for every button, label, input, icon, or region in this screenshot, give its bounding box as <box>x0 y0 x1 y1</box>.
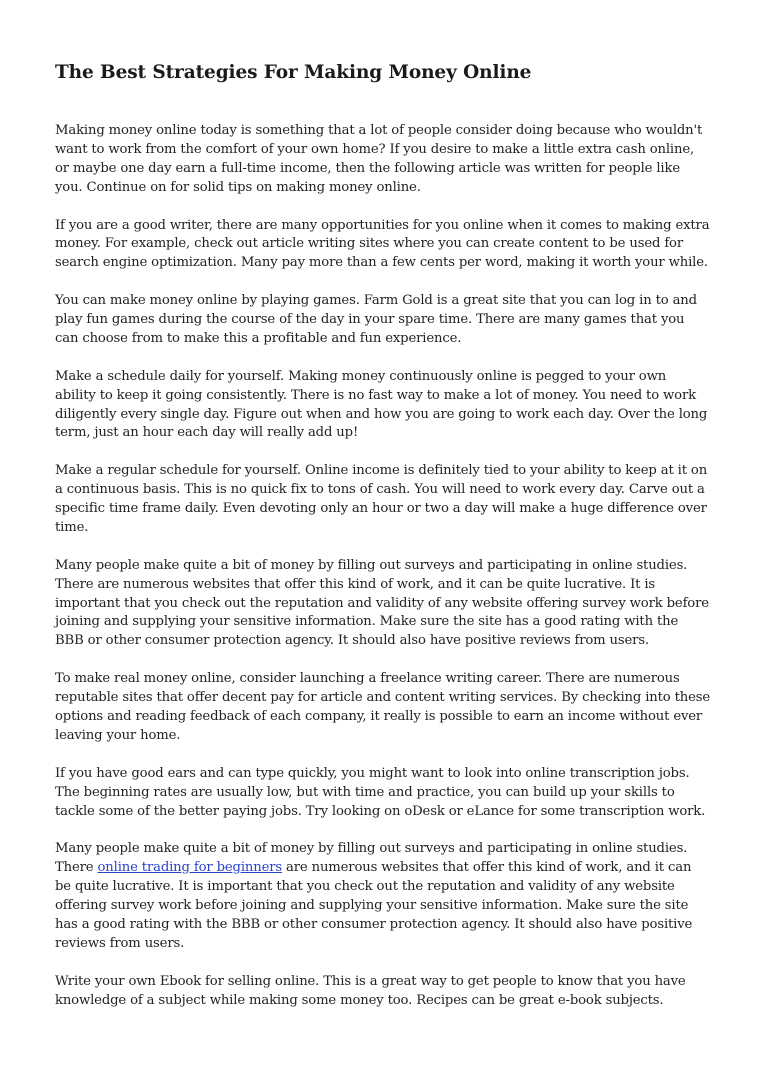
link-paragraph-after: are numerous websites that offer this kind of work, and it can be quite lucrative. It is important that you check out the reputation and validity of any website offering survey work before joining and supplying your sensitive information. Make sure the site has a good rating with the BBB or other consumer protection agency. It should also have positive reviews from users. <box>55 860 693 951</box>
online-trading-link[interactable]: online trading for beginners <box>97 860 282 876</box>
paragraph-regular-schedule: Make a regular schedule for yourself. Online income is definitely tied to your ability to keep at it on a continuous basis. This is no quick fix to tons of cash. You will need to work every day. Carve out a specific time frame daily. Even devoting only an hour or two a day will make a huge difference over time. <box>55 463 708 535</box>
paragraph-freelance: To make real money online, consider launching a freelance writing career. There are numerous reputable sites that offer decent pay for article and content writing services. By checking into these options and reading feedback of each company, it really is possible to earn an income without ever leaving your home. <box>55 671 711 743</box>
paragraph-with-link <box>55 840 710 953</box>
page-title: The Best Strategies For Making Money Online <box>55 62 532 83</box>
paragraph-transcription: If you have good ears and can type quickly, you might want to look into online transcription jobs. The beginning rates are usually low, but with time and practice, you can build up your skills to tackle some of the better paying jobs. Try looking on oDesk or eLance for some transcription work. <box>55 765 706 819</box>
paragraph-surveys: Many people make quite a bit of money by filling out surveys and participating in online studies. There are numerous websites that offer this kind of work, and it can be quite lucrative. It is important that you check out the reputation and validity of any website offering survey work before joining and supplying your sensitive information. Make sure the site has a good rating with the BBB or other consumer protection agency. It should also have positive reviews from users. <box>55 557 709 649</box>
paragraph-schedule-daily: Make a schedule daily for yourself. Making money continuously online is pegged to your own ability to keep it going consistently. There is no fast way to make a lot of money. You need to work diligently every single day. Figure out when and how you are going to work each day. Over the long term, just an hour each day will really add up! <box>55 368 708 441</box>
paragraph-intro: Making money online today is something that a lot of people consider doing because who wouldn't want to work from the comfort of your own home? If you desire to make a little extra cash online, or maybe one day earn a full-time income, then the following article was written for people like you. Continue on for solid tips on making money online. <box>55 123 703 195</box>
paragraph-writer: If you are a good writer, there are many opportunities for you online when it comes to making extra money. For example, check out article writing sites where you can create content to be used for search engine optimization. Many pay more than a few cents per word, making it worth your while. <box>55 217 710 271</box>
paragraph-games: You can make money online by playing games. Farm Gold is a great site that you can log in to and play fun games during the course of the day in your spare time. There are many games that you can choose from to make this a profitable and fun experience. <box>55 293 697 346</box>
paragraph-ebook: Write your own Ebook for selling online. This is a great way to get people to know that you have knowledge of a subject while making some money too. Recipes can be great e-book subjects. <box>55 973 686 1008</box>
link-paragraph-before: Many people make quite a bit of money by filling out surveys and participating in online studies. There <box>55 841 688 876</box>
document-page <box>55 58 710 1029</box>
